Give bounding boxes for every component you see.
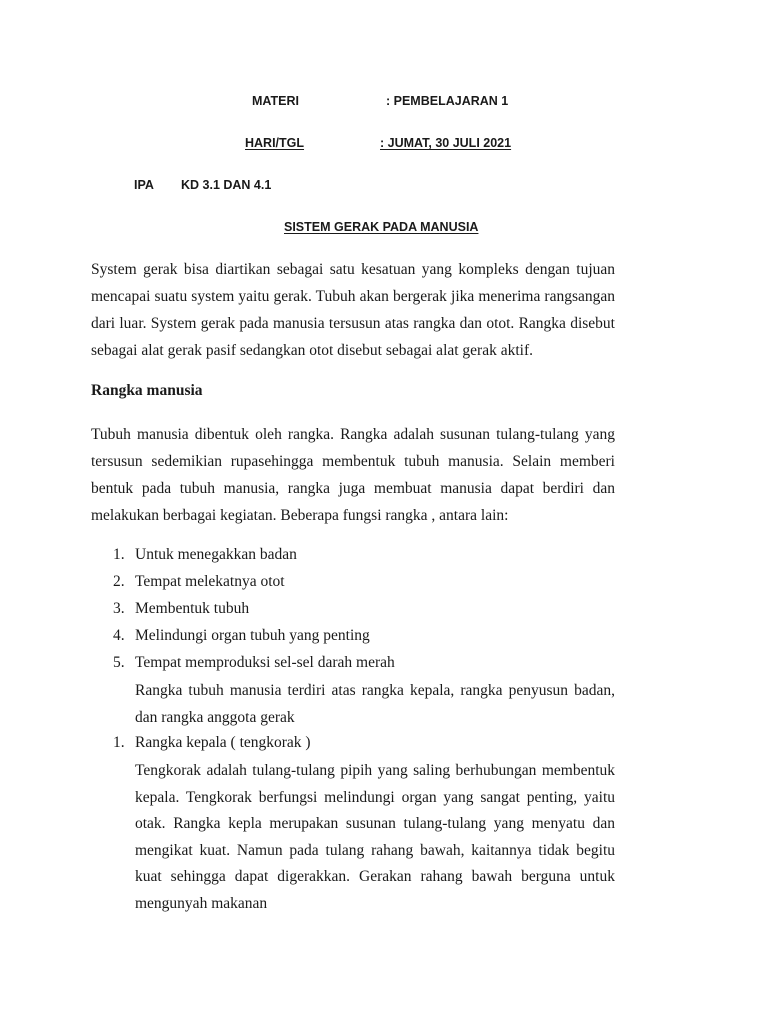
tengkorak-paragraph: Tengkorak adalah tulang-tulang pipih yang saling berhubungan membentuk kepala. Tengkorak berfungsi melindungi organ yang sangat penting, yaitu otak. Rangka kepla merupakan susunan tulang-tulang yang menyatu dan mengikat kuat. Namun pada tulang rahang bawah, kaitannya tidak begitu kuat sehingga dapat digerakkan. Gerakan rahang bawah berguna untuk mengunyah makanan	[135, 762, 615, 912]
intro-paragraph: System gerak bisa diartikan sebagai satu kesatuan yang kompleks dengan tujuan mencapai suatu system yaitu gerak. Tubuh akan bergerak jika menerima rangsangan dari luar. System gerak pada manusia tersusun atas rangka dan otot. Rangka disebut sebagai alat gerak pasif sedangkan otot disebut sebagai alat gerak aktif.	[91, 261, 615, 359]
list-item-number: 1.	[113, 734, 125, 751]
list-item-number: 1.	[113, 546, 125, 563]
list-item	[113, 600, 249, 618]
list-item-text: Tempat melekatnya otot	[135, 573, 285, 590]
list-item-text: Untuk menegakkan badan	[135, 546, 297, 563]
list-item-text: Membentuk tubuh	[135, 600, 250, 617]
section-heading: Rangka manusia	[91, 382, 203, 399]
list-item-number: 2.	[113, 573, 125, 590]
subject-label: IPA	[134, 178, 154, 192]
materi-value: : PEMBELAJARAN 1	[386, 94, 509, 108]
list-item	[113, 654, 395, 672]
document-title: SISTEM GERAK PADA MANUSIA	[284, 220, 479, 234]
list-item	[113, 546, 297, 564]
kd-label: KD 3.1 DAN 4.1	[181, 178, 272, 192]
list-item	[113, 573, 285, 591]
section-paragraph: Tubuh manusia dibentuk oleh rangka. Rangka adalah susunan tulang-tulang yang tersusun sedemikian rupasehingga membentuk tubuh manusia. Selain memberi bentuk pada tubuh manusia, rangka juga membuat manusia dapat berdiri dan melakukan berbagai kegiatan. Beberapa fungsi rangka , antara lain:	[91, 426, 615, 524]
list-item-text: Melindungi organ tubuh yang penting	[135, 627, 370, 644]
hari-value: : JUMAT, 30 JULI 2021	[380, 136, 512, 150]
list-item	[113, 627, 370, 645]
hari-label: HARI/TGL	[245, 136, 305, 150]
list-item	[113, 734, 311, 752]
list-item-number: 5.	[113, 654, 125, 671]
list-item-number: 4.	[113, 627, 125, 644]
list-item-text: Tempat memproduksi sel-sel darah merah	[135, 654, 395, 671]
list-item-number: 3.	[113, 600, 125, 617]
rangka-note: Rangka tubuh manusia terdiri atas rangka kepala, rangka penyusun badan, dan rangka anggota gerak	[135, 682, 615, 726]
list-item-text: Rangka kepala ( tengkorak )	[135, 734, 311, 751]
materi-label: MATERI	[252, 94, 299, 108]
